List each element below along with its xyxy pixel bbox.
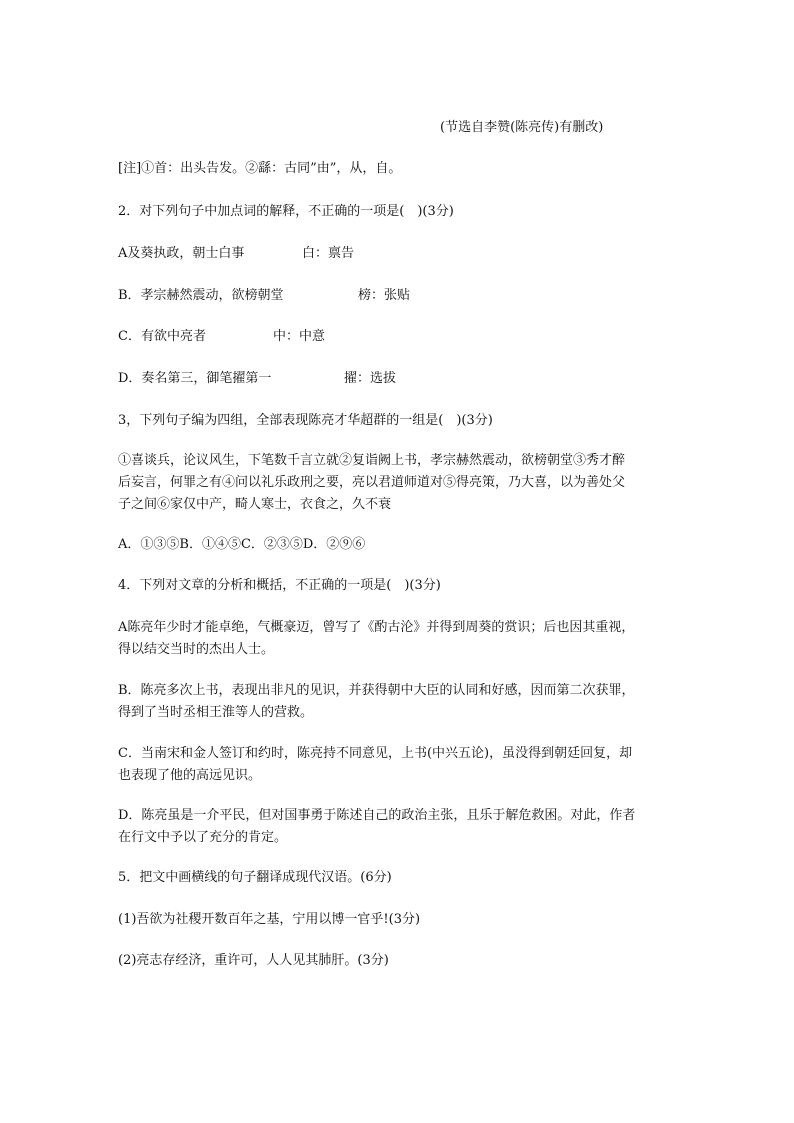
question-3-options: A．①③⑤B．①④⑤C．②③⑤D．②⑨⑥ xyxy=(118,537,366,552)
question-2-stem: 2．对下列句子中加点词的解释，不正确的一项是( )(3分) xyxy=(118,204,454,219)
option-d-sentence: D．奏名第三，御笔擢第一 xyxy=(118,371,272,386)
question-4-option-a-line-2: 得以结交当时的杰出人士。 xyxy=(118,642,275,657)
question-3-passage-line-3: 子之间⑥家仅中产，畸人寒士，衣食之，久不衰 xyxy=(118,497,392,512)
option-d-gloss: 擢：选拔 xyxy=(344,371,397,386)
question-4-stem: 4．下列对文章的分析和概括，不正确的一项是( )(3分) xyxy=(118,578,441,593)
question-4-option-c-line-2: 也表现了他的高远见识。 xyxy=(118,768,262,783)
question-3-stem: 3，下列句子编为四组，全部表现陈亮才华超群的一组是( )(3分) xyxy=(118,413,493,428)
question-3-passage-line-2: 后妄言，何罪之有④问以礼乐政刑之要，亮以君道师道对⑤得亮策，乃大喜，以为善处父 xyxy=(118,475,626,490)
question-4-option-b-line-2: 得到了当时丞相王淮等人的营救。 xyxy=(118,705,314,720)
question-2-option-b xyxy=(118,285,678,307)
annotation-note: [注]①首：出头告发。②繇：古同”由”，从，自。 xyxy=(118,161,402,176)
question-4-option-d-line-1: D．陈亮虽是一介平民，但对国事勇于陈述自己的政治主张，且乐于解危救困。对此，作者 xyxy=(118,808,636,823)
question-5-stem: 5．把文中画横线的句子翻译成现代汉语。(6分) xyxy=(118,870,392,885)
question-5-item-2: (2)亮志存经济，重许可，人人见其肺肝。(3分) xyxy=(118,953,389,968)
option-c-gloss: 中：中意 xyxy=(273,329,326,344)
question-2-option-a xyxy=(118,243,678,265)
question-4-option-a-line-1: A陈亮年少时才能卓绝，气概豪迈，曾写了《酌古沦》并得到周葵的赏识；后也因其重视， xyxy=(118,620,635,635)
question-4-option-c-line-1: C．当南宋和金人签订和约时，陈亮持不同意见，上书(中兴五论)，虽没得到朝廷回复，却 xyxy=(118,746,633,761)
option-b-sentence: B．孝宗赫然震动，欲榜朝堂 xyxy=(118,288,284,303)
option-c-sentence: C．有欲中亮者 xyxy=(118,329,206,344)
question-3-passage-line-1: ①喜谈兵，论议风生，下笔数千言立就②复诣阙上书，孝宗赫然震动，欲榜朝堂③秀才醉 xyxy=(118,453,626,468)
question-2-option-c xyxy=(118,326,678,348)
question-5-item-1: (1)吾欲为社稷开数百年之基，宁用以博一官乎!(3分) xyxy=(118,912,421,927)
question-4-option-d-line-2: 在行文中予以了充分的肯定。 xyxy=(118,830,288,845)
question-4-option-b-line-1: B．陈亮多次上书，表现出非凡的见识，并获得朝中大臣的认同和好感，因而第二次获罪， xyxy=(118,683,635,698)
option-a-sentence: A及葵执政，朝士白事 xyxy=(118,246,245,261)
option-b-gloss: 榜：张贴 xyxy=(358,288,411,303)
question-2-option-d xyxy=(118,368,678,390)
source-note: (节选自李赞(陈亮传)有删改) xyxy=(440,120,604,135)
option-a-gloss: 白：禀告 xyxy=(302,246,355,261)
